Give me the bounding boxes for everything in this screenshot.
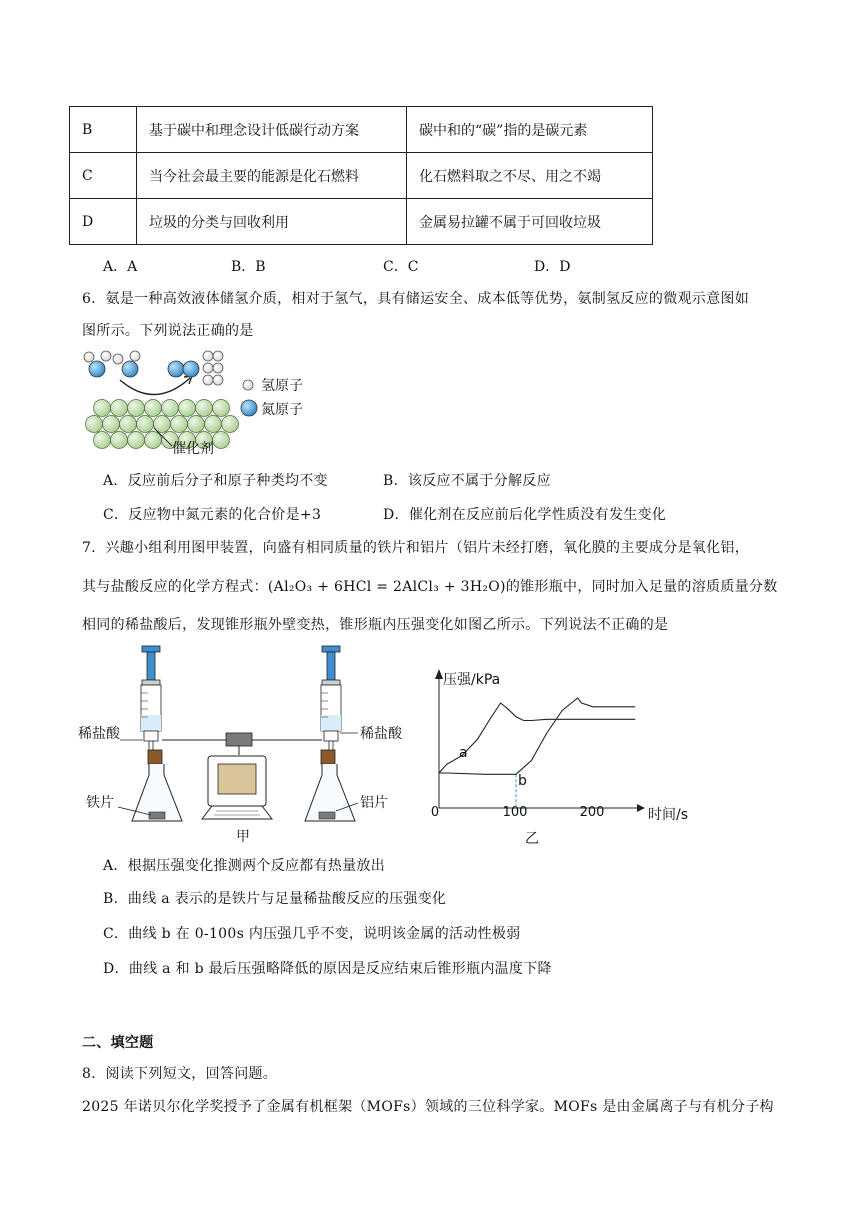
row-theme: 当今社会最主要的能源是化石燃料 — [137, 153, 407, 199]
aluminum-piece-icon — [319, 812, 335, 819]
x-axis-label: 时间/s — [648, 807, 689, 823]
table-row — [70, 107, 653, 153]
row-statement: 金属易拉罐不属于可回收垃圾 — [407, 199, 653, 245]
q5-option-c[interactable]: C．C — [383, 259, 419, 275]
catalyst-sphere — [213, 400, 230, 417]
q8-stem-line2: 2025 年诺贝尔化学奖授予了金属有机框架（MOFs）领域的三位科学家。MOFs 是由金属离子与有机分子构 — [82, 1099, 774, 1115]
q7-stem-line2-post: 的锥形瓶中，同时加入足量的溶质质量分数 — [505, 579, 778, 595]
nitrogen-molecule — [168, 361, 199, 377]
right-flask-icon — [305, 750, 355, 821]
ammonia-molecule — [84, 351, 111, 377]
acid-label-left: 稀盐酸 — [78, 726, 120, 742]
series-label-b: b — [518, 773, 527, 789]
row-statement: 碳中和的“碳”指的是碳元素 — [407, 107, 653, 153]
figure-a-caption: 甲 — [236, 829, 250, 843]
q6-option-d[interactable]: D．催化剂在反应前后化学性质没有发生变化 — [383, 507, 667, 523]
catalyst-sphere — [86, 416, 103, 433]
y-axis-label: 压强/kPa — [443, 672, 501, 688]
catalyst-sphere — [111, 432, 128, 449]
series-label-a: a — [459, 745, 468, 761]
computer-icon — [202, 756, 272, 819]
catalyst-sphere — [222, 416, 239, 433]
nitrogen-legend-icon — [241, 400, 257, 416]
row-letter: B — [70, 107, 137, 153]
q7-option-b[interactable]: B．曲线 a 表示的是铁片与足量稀盐酸反应的压强变化 — [103, 891, 447, 907]
left-flask-icon — [132, 750, 182, 821]
right-syringe-icon — [321, 646, 341, 753]
q7-stem-line2-pre: 其与盐酸反应的化学方程式： — [82, 579, 268, 595]
apparatus-figure — [78, 643, 418, 843]
catalyst-sphere — [103, 416, 120, 433]
ammonia-molecule — [113, 351, 140, 377]
q7-stem-line2 — [82, 576, 778, 596]
x-tick-label-200: 200 — [579, 805, 605, 820]
q7-option-c[interactable]: C．曲线 b 在 0-100s 内压强几乎不变，说明该金属的活动性极弱 — [103, 926, 521, 942]
q6-option-b[interactable]: B．该反应不属于分解反应 — [383, 473, 551, 489]
catalyst-sphere — [213, 432, 230, 449]
catalyst-sphere — [94, 400, 111, 417]
catalyst-sphere — [137, 416, 154, 433]
section-heading: 二、填空题 — [82, 1035, 154, 1051]
options-table-body — [70, 107, 653, 245]
left-syringe-icon — [141, 646, 161, 753]
reaction-arrow-icon — [120, 378, 190, 395]
catalyst-sphere — [120, 416, 137, 433]
ammonia-decomposition-diagram — [80, 350, 320, 460]
q5-option-d[interactable]: D．D — [534, 259, 571, 275]
catalyst-sphere — [179, 400, 196, 417]
q6-stem-line2: 图所示。下列说法正确的是 — [82, 323, 254, 339]
acid-label-right: 稀盐酸 — [360, 726, 402, 742]
series-line-a — [439, 703, 635, 773]
q7-stem-line3: 相同的稀盐酸后，发现锥形瓶外壁变热，锥形瓶内压强变化如图乙所示。下列说法不正确的是 — [82, 617, 669, 633]
q7-stem-line1: 7．兴趣小组利用图甲装置，向盛有相同质量的铁片和铝片（铝片未经打磨，氧化膜的主要成分是氧化铝， — [82, 540, 750, 556]
pressure-sensor-icon — [226, 733, 252, 746]
table-row — [70, 199, 653, 245]
q6-stem-line1: 6．氨是一种高效液体储氢介质，相对于氢气，具有储运安全、成本低等优势，氨制氢反应的微观示意图如 — [82, 291, 750, 307]
q8-stem-line1: 8．阅读下列短文，回答问题。 — [82, 1066, 278, 1082]
q6-option-a[interactable]: A．反应前后分子和原子种类均不变 — [103, 473, 328, 489]
catalyst-sphere — [111, 400, 128, 417]
catalyst-sphere — [205, 416, 222, 433]
figure-b-caption: 乙 — [525, 831, 539, 847]
catalyst-sphere — [94, 432, 111, 449]
q7-option-a[interactable]: A．根据压强变化推测两个反应都有热量放出 — [103, 858, 386, 874]
x-tick-label-100: 100 — [502, 805, 528, 820]
catalyst-sphere — [188, 416, 205, 433]
iron-piece-icon — [149, 812, 165, 819]
row-theme: 基于碳中和理念设计低碳行动方案 — [137, 107, 407, 153]
catalyst-sphere — [128, 432, 145, 449]
row-letter: D — [70, 199, 137, 245]
options-table — [69, 106, 653, 245]
catalyst-sphere — [171, 416, 188, 433]
hydrogen-molecules — [203, 351, 223, 385]
row-letter: C — [70, 153, 137, 199]
series-line-b — [439, 698, 635, 774]
catalyst-label: 催化剂 — [172, 441, 214, 457]
iron-label: 铁片 — [86, 795, 114, 811]
q7-equation: (Al₂O₃ + 6HCl = 2AlCl₃ + 3H₂O) — [267, 579, 506, 595]
catalyst-sphere — [196, 400, 213, 417]
q5-option-b[interactable]: B．B — [231, 259, 266, 275]
pressure-chart — [425, 663, 695, 848]
x-tick-label-0: 0 — [430, 805, 440, 820]
row-theme: 垃圾的分类与回收利用 — [137, 199, 407, 245]
catalyst-sphere — [162, 400, 179, 417]
catalyst-layer — [86, 400, 239, 449]
hydrogen-legend-label: 氢原子 — [261, 378, 303, 394]
catalyst-sphere — [128, 400, 145, 417]
aluminum-label: 铝片 — [360, 795, 388, 811]
row-statement: 化石燃料取之不尽、用之不竭 — [407, 153, 653, 199]
q5-option-a[interactable]: A．A — [103, 259, 138, 275]
catalyst-sphere — [145, 400, 162, 417]
nitrogen-legend-label: 氮原子 — [261, 402, 303, 418]
table-row — [70, 153, 653, 199]
q6-option-c[interactable]: C．反应物中氮元素的化合价是+3 — [103, 507, 322, 523]
q7-option-d[interactable]: D．曲线 a 和 b 最后压强略降低的原因是反应结束后锥形瓶内温度下降 — [103, 961, 552, 977]
catalyst-sphere — [145, 432, 162, 449]
hydrogen-legend-icon — [243, 380, 253, 390]
